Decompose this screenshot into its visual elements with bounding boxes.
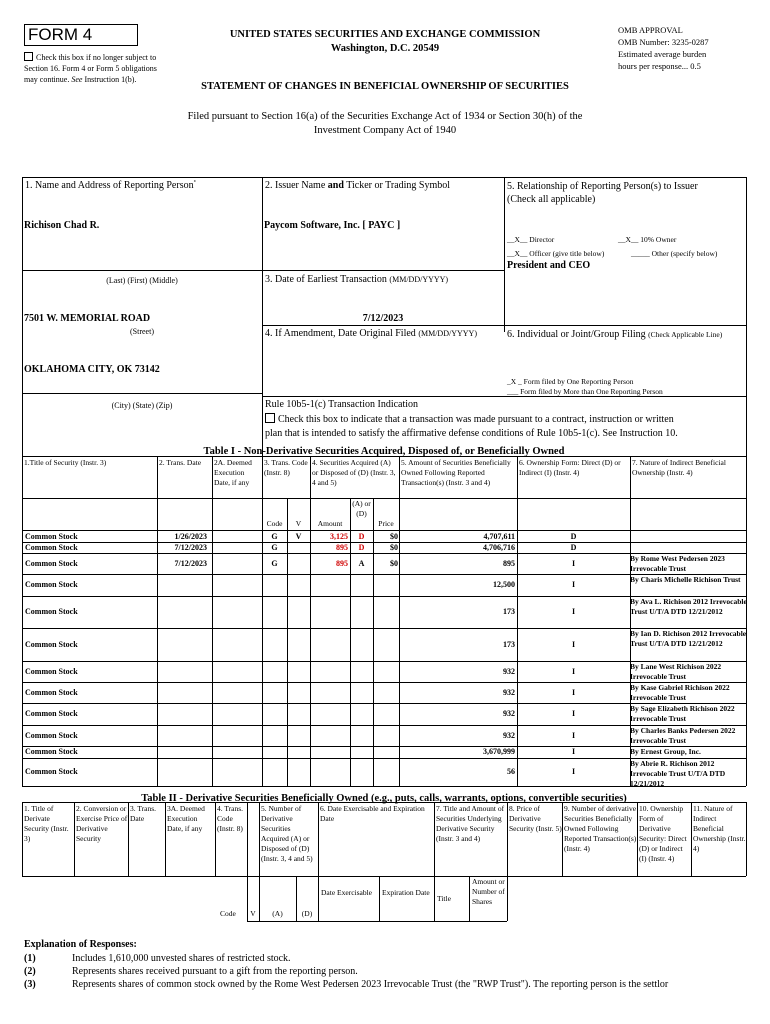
- row-v: V: [295, 532, 302, 541]
- row-nature-of-ownership: By Abrie R. Richison 2012 Irrevocable Trust U/T/A DTD 12/21/2012: [630, 759, 726, 788]
- row-amount: 895: [336, 543, 348, 552]
- relationship-ten-percent-owner: __X__ 10% Owner: [618, 235, 677, 244]
- row-nature-of-ownership: By Rome West Pedersen 2023 Irrevocable Trust: [630, 554, 725, 573]
- row-title: Common Stock: [25, 747, 78, 756]
- t1-h1: 1.Title of Security (Instr. 3): [24, 458, 107, 467]
- row-owned: 932: [503, 688, 515, 697]
- form-title: FORM 4: [28, 25, 93, 44]
- t2-h5: 5. Number of Derivative Securities Acquired (A) or Disposed of (D) (Instr. 3, 4 and 5): [261, 804, 313, 863]
- footnote-number: (1): [24, 953, 36, 964]
- t1-h5: 5. Amount of Securities Beneficially Owned Following Reported Transaction(s) (Instr. 3 and 4): [401, 458, 511, 487]
- row-trans-date: 7/12/2023: [174, 559, 207, 568]
- row-nature-of-ownership: By Kase Gabriel Richison 2022 Irrevocable Trust: [630, 683, 730, 702]
- name-caption: (Last) (First) (Middle): [106, 276, 178, 285]
- row-nature-of-ownership: By Lane West Richison 2022 Irrevocable Trust: [630, 662, 722, 681]
- row-owned: 932: [503, 731, 515, 740]
- city-state-zip: OKLAHOMA CITY, OK 73142: [24, 364, 160, 375]
- row-price: $0: [390, 559, 398, 568]
- t2-sub-code: Code: [220, 909, 236, 918]
- row-title: Common Stock: [25, 559, 78, 568]
- form-title-box: [24, 24, 138, 46]
- street-caption: (Street): [130, 327, 154, 336]
- t2-sub-d: (D): [301, 909, 313, 918]
- filing-one-person: _X _ Form filed by One Reporting Person: [507, 377, 634, 386]
- row-trans-date: 1/26/2023: [174, 532, 207, 541]
- footnote-number: (2): [24, 966, 36, 977]
- t2-sub-title: Title: [437, 894, 451, 903]
- omb-l2: OMB Number: 3235-0287: [618, 37, 709, 47]
- t2-h4: 4. Trans. Code (Instr. 8): [217, 804, 244, 833]
- row-nature-of-ownership: By Charis Michelle Richison Trust: [630, 575, 741, 584]
- row-owned: 173: [503, 640, 515, 649]
- row-ownership-form: I: [571, 607, 576, 616]
- box6-label: 6. Individual or Joint/Group Filing (Check Applicable Line): [507, 329, 723, 340]
- t2-h3a: 3A. Deemed Execution Date, if any: [167, 804, 205, 833]
- explanation-heading: Explanation of Responses:: [24, 939, 137, 950]
- row-title: Common Stock: [25, 607, 78, 616]
- footnote-text: Represents shares received pursuant to a gift from the reporting person.: [72, 966, 358, 977]
- t2-h11: 11. Nature of Indirect Beneficial Ownership (Instr. 4): [693, 804, 746, 853]
- box4-label: 4. If Amendment, Date Original Filed (MM/DD/YYYY): [265, 328, 477, 339]
- row-title: Common Stock: [25, 543, 78, 552]
- omb-approval-box: [618, 24, 758, 72]
- row-ownership-form: I: [571, 747, 576, 756]
- row-nature-of-ownership: By Ernest Group, Inc.: [630, 747, 701, 756]
- relationship-officer: __X__ Officer (give title below): [507, 249, 605, 258]
- box3-label: 3. Date of Earliest Transaction (MM/DD/YYYY): [265, 274, 449, 285]
- t2-sub-exp: Expiration Date: [382, 888, 430, 897]
- row-ownership-form: I: [571, 640, 576, 649]
- relationship-director: __X__ Director: [507, 235, 555, 244]
- row-price: $0: [390, 532, 398, 541]
- checkbox-see: See: [71, 75, 83, 84]
- row-owned: 932: [503, 667, 515, 676]
- filing-more-persons: ___ Form filed by More than One Reporting Person: [507, 387, 663, 396]
- row-amount: 895: [336, 559, 348, 568]
- row-price: $0: [390, 543, 398, 552]
- row-title: Common Stock: [25, 580, 78, 589]
- t1-sub-code: Code: [266, 519, 283, 528]
- earliest-transaction-date: 7/12/2023: [362, 313, 404, 324]
- omb-l3: Estimated average burden: [618, 49, 707, 59]
- t1-h6: 6. Ownership Form: Direct (D) or Indirect (I) (Instr. 4): [519, 458, 621, 477]
- no-longer-subject-checkbox[interactable]: [24, 52, 33, 61]
- t2-h7: 7. Title and Amount of Securities Underlying Derivative Security (Instr. 3 and 4): [436, 804, 505, 843]
- row-ownership-form: I: [571, 559, 576, 568]
- row-ownership-form: I: [571, 667, 576, 676]
- street-address: 7501 W. MEMORIAL ROAD: [24, 313, 151, 324]
- row-ownership-form: I: [571, 767, 576, 776]
- row-title: Common Stock: [25, 767, 78, 776]
- checkbox-instr: Instruction 1(b).: [84, 75, 137, 84]
- row-amount: 3,125: [330, 532, 348, 541]
- table1-title: Table I - Non-Derivative Securities Acquired, Disposed of, or Beneficially Owned: [203, 446, 565, 457]
- rule-10b5-text: Check this box to indicate that a transaction was made pursuant to a contract, instruction or written plan that is intended to satisfy the affirmative defense conditions of Rule 10b5-1(c). See Instruction 10.: [265, 414, 678, 439]
- row-ownership-form: D: [570, 543, 577, 552]
- reporting-person-name: Richison Chad R.: [24, 220, 100, 231]
- row-trans-date: 7/12/2023: [174, 543, 207, 552]
- t1-sub-amount: Amount: [317, 519, 343, 528]
- agency-line2: Washington, D.C. 20549: [330, 43, 440, 54]
- t2-sub-a: (A): [272, 909, 283, 918]
- t1-h2: 2. Trans. Date: [159, 458, 202, 467]
- footnote-text: Represents shares of common stock owned by the Rome West Pedersen 2023 Irrevocable Trust (the "RWP Trust"). The reporting person is the settlor: [72, 979, 669, 990]
- row-trans-code: G: [271, 543, 278, 552]
- row-title: Common Stock: [25, 667, 78, 676]
- row-nature-of-ownership: By Ava L. Richison 2012 Irrevocable Trust U/T/A DTD 12/21/2012: [630, 597, 747, 616]
- row-a-or-d: D: [358, 532, 365, 541]
- t1-h4: 4. Securities Acquired (A) or Disposed of (D) (Instr. 3, 4 and 5): [312, 458, 396, 487]
- t1-sub-price: Price: [378, 519, 394, 528]
- box1-star: *: [193, 180, 197, 186]
- t2-h9: 9. Number of derivative Securities Beneficially Owned Following Reported Transaction(s) (Instr. 4): [564, 804, 637, 853]
- omb-l1: OMB APPROVAL: [618, 25, 683, 35]
- t2-sub-amount: Amount or Number of Shares: [472, 877, 505, 906]
- row-a-or-d: A: [358, 559, 365, 568]
- row-owned: 4,706,716: [483, 543, 515, 552]
- row-nature-of-ownership: By Charles Banks Pedersen 2022 Irrevocable Trust: [630, 726, 736, 745]
- t2-sub-date-ex: Date Exercisable: [321, 888, 373, 897]
- no-longer-subject-checkbox-block: [24, 52, 158, 85]
- agency-line1: UNITED STATES SECURITIES AND EXCHANGE COMMISSION: [229, 29, 541, 40]
- row-title: Common Stock: [25, 532, 78, 541]
- rule-10b5-checkbox[interactable]: [265, 413, 275, 423]
- t2-h8: 8. Price of Derivative Security (Instr. 5): [509, 804, 562, 833]
- row-owned: 932: [503, 709, 515, 718]
- row-owned: 12,500: [493, 580, 515, 589]
- box1-label: 1. Name and Address of Reporting Person*: [25, 180, 197, 191]
- omb-l4: hours per response... 0.5: [618, 61, 701, 71]
- row-owned: 173: [503, 607, 515, 616]
- row-ownership-form: I: [571, 709, 576, 718]
- issuer-name: Paycom Software, Inc. [ PAYC ]: [264, 220, 401, 231]
- row-ownership-form: I: [571, 731, 576, 740]
- row-owned: 3,670,999: [483, 747, 515, 756]
- t1-h3: 3. Trans. Code (Instr. 8): [264, 458, 308, 477]
- rule-10b5-label: Rule 10b5-1(c) Transaction Indication: [265, 399, 419, 410]
- row-title: Common Stock: [25, 731, 78, 740]
- box5-label: 5. Relationship of Reporting Person(s) to Issuer (Check all applicable): [507, 181, 698, 205]
- footnote-number: (3): [24, 979, 36, 990]
- row-owned: 56: [507, 767, 515, 776]
- row-owned: 895: [503, 559, 515, 568]
- t1-sub-v: V: [295, 519, 302, 528]
- officer-title: President and CEO: [507, 260, 591, 271]
- t2-h1: 1. Title of Derivate Security (Instr. 3): [24, 804, 69, 843]
- t2-h6: 6. Date Exercisable and Expiration Date: [320, 804, 425, 823]
- row-trans-code: G: [271, 559, 278, 568]
- t2-h3: 3. Trans. Date: [130, 804, 157, 823]
- row-title: Common Stock: [25, 709, 78, 718]
- t2-h2: 2. Conversion or Exercise Price of Derivative Security: [76, 804, 128, 843]
- t2-h10: 10. Ownership Form of Derivative Security: Direct (D) or Indirect (I) (Instr. 4): [639, 804, 687, 863]
- row-a-or-d: D: [358, 543, 365, 552]
- t1-sub-aord: (A) or (D): [352, 499, 371, 518]
- relationship-other: _____ Other (specify below): [631, 249, 718, 258]
- row-nature-of-ownership: By Ian D. Richison 2012 Irrevocable Trust U/T/A DTD 12/21/2012: [630, 629, 747, 648]
- row-title: Common Stock: [25, 640, 78, 649]
- footnote-text: Includes 1,610,000 unvested shares of restricted stock.: [72, 953, 291, 964]
- t1-h7: 7. Nature of Indirect Beneficial Ownership (Instr. 4): [632, 458, 726, 477]
- row-title: Common Stock: [25, 688, 78, 697]
- row-ownership-form: D: [570, 532, 577, 541]
- row-ownership-form: I: [571, 688, 576, 697]
- table2-title: Table II - Derivative Securities Beneficially Owned (e.g., puts, calls, warrants, options, convertible securities): [141, 793, 627, 804]
- statement-title: STATEMENT OF CHANGES IN BENEFICIAL OWNERSHIP OF SECURITIES: [201, 81, 569, 92]
- row-nature-of-ownership: By Sage Elizabeth Richison 2022 Irrevocable Trust: [630, 704, 735, 723]
- row-owned: 4,707,611: [483, 532, 515, 541]
- t1-h2a: 2A. Deemed Execution Date, if any: [214, 458, 252, 487]
- row-trans-code: G: [271, 532, 278, 541]
- t2-sub-v: V: [250, 909, 256, 918]
- row-ownership-form: I: [571, 580, 576, 589]
- filed-pursuant-2: Investment Company Act of 1940: [313, 125, 457, 136]
- box2-label: 2. Issuer Name and Ticker or Trading Symbol: [265, 180, 451, 191]
- city-caption: (City) (State) (Zip): [111, 401, 173, 410]
- checkbox-text: Check this box if no longer subject to Section 16. Form 4 or Form 5 obligations may continue.: [24, 53, 157, 84]
- filed-pursuant-1: Filed pursuant to Section 16(a) of the Securities Exchange Act of 1934 or Section 30(h) of the: [187, 111, 583, 122]
